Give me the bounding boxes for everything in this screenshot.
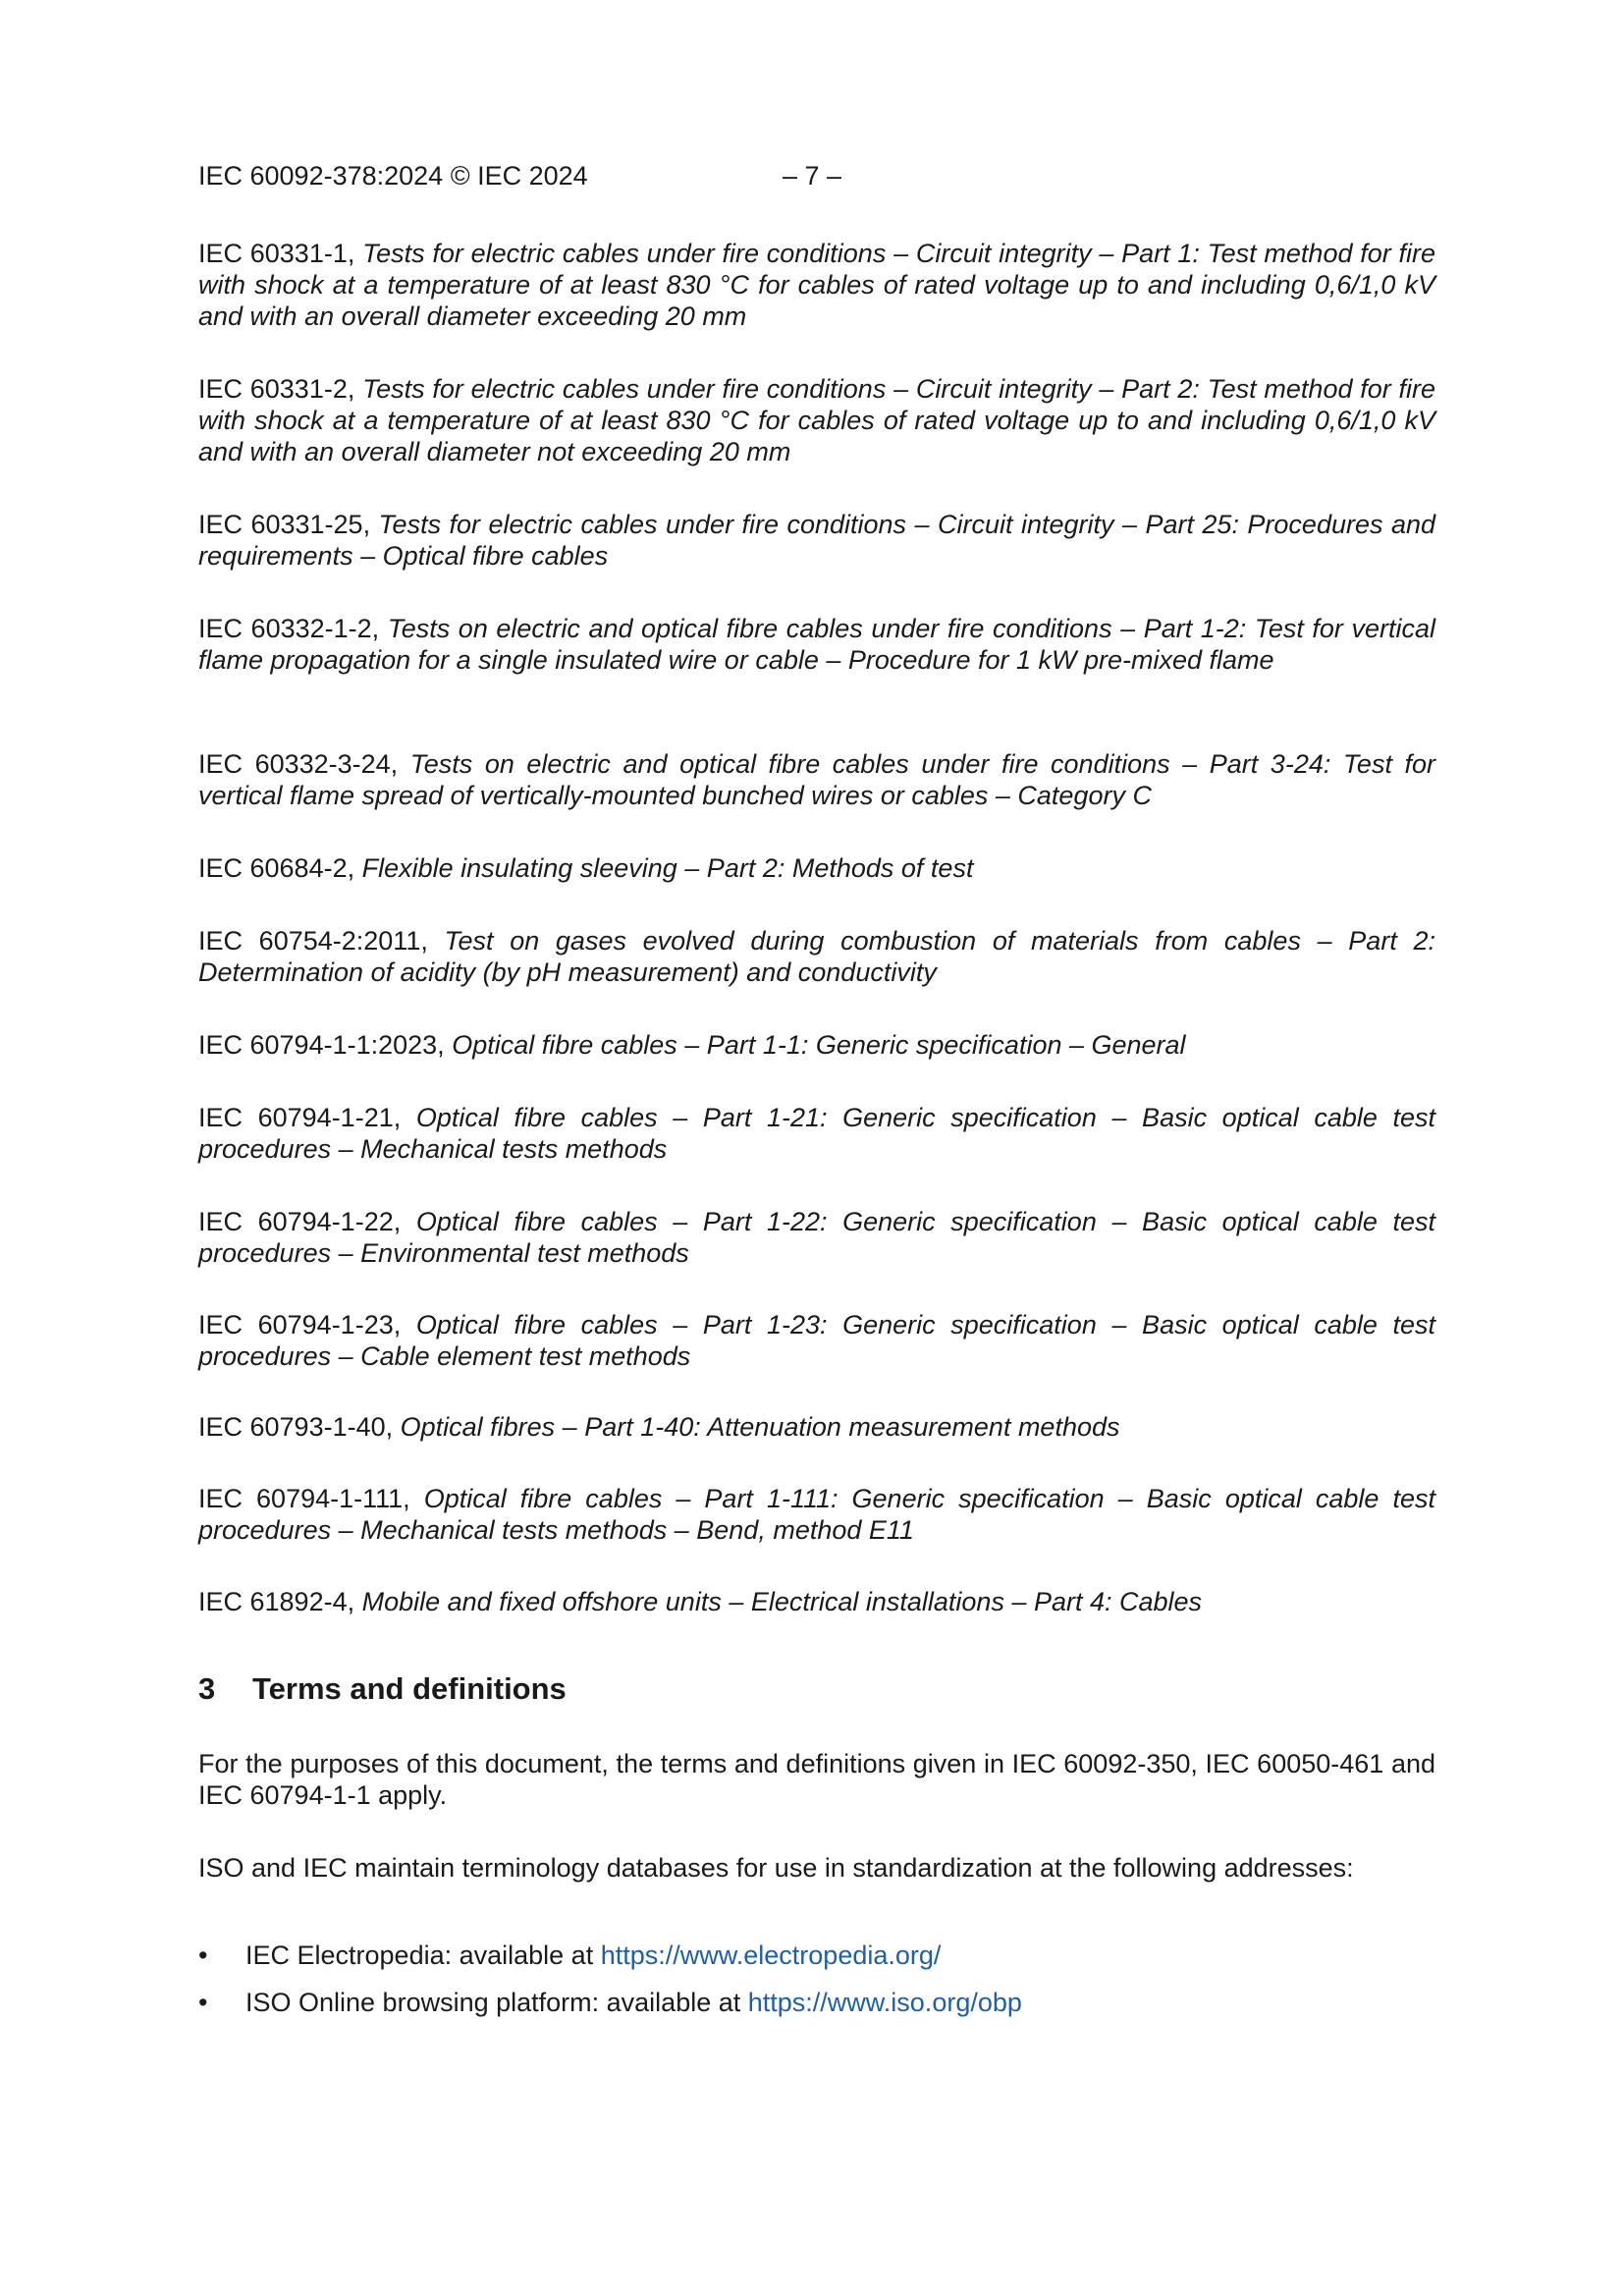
reference-id: IEC 60331-1, — [198, 239, 363, 268]
reference-title: Optical fibre cables – Part 1-21: Generic specification – Basic optical cable test procedures – Mechanical tests methods — [198, 1103, 1435, 1164]
reference-title: Optical fibre cables – Part 1-111: Generic specification – Basic optical cable test procedures – Mechanical tests methods – Bend, method E11 — [198, 1484, 1435, 1545]
reference-id: IEC 60332-1-2, — [198, 614, 388, 643]
paragraph: ISO and IEC maintain terminology databases for use in standardization at the following addresses: — [198, 1853, 1354, 1883]
section-heading — [198, 1669, 567, 1709]
reference-id: IEC 60794-1-111, — [198, 1484, 424, 1513]
reference-entry — [198, 238, 1435, 332]
document-identifier: IEC 60092-378:2024 © IEC 2024 — [198, 161, 588, 191]
iso-obp-link[interactable]: https://www.iso.org/obp — [747, 1988, 1022, 2017]
reference-title: Optical fibre cables – Part 1-23: Generic specification – Basic optical cable test procedures – Cable element test methods — [198, 1310, 1435, 1371]
reference-title: Tests on electric and optical fibre cables under fire conditions – Part 3-24: Test for vertical flame spread of vertically-mounted bunched wires or cables – Category C — [198, 749, 1436, 810]
list-item — [198, 1940, 1435, 1971]
page-header — [198, 158, 842, 193]
electropedia-link[interactable]: https://www.electropedia.org/ — [600, 1941, 942, 1970]
list-item-text: ISO Online browsing platform: available at — [245, 1988, 748, 2017]
reference-entry — [198, 852, 1435, 884]
bullet-icon: • — [198, 1941, 208, 1970]
reference-id: IEC 60331-25, — [198, 510, 379, 539]
reference-entry — [198, 373, 1435, 467]
reference-title: Tests for electric cables under fire conditions – Circuit integrity – Part 2: Test method for fire with shock at a temperature of at least 830 °C for cables of rated voltage up to and including 0,6/1,0 kV and with an overall diameter not exceeding 20 mm — [198, 374, 1435, 466]
reference-id: IEC 60684-2, — [198, 853, 362, 883]
section-title: Terms and definitions — [252, 1671, 567, 1706]
reference-title: Mobile and fixed offshore units – Electrical installations – Part 4: Cables — [361, 1587, 1203, 1616]
reference-title: Tests for electric cables under fire conditions – Circuit integrity – Part 25: Procedures and requirements – Optical fibre cables — [198, 510, 1435, 571]
reference-entry — [198, 1411, 1435, 1443]
list-item — [198, 1987, 1435, 2018]
reference-title: Optical fibre cables – Part 1-22: Generic specification – Basic optical cable test procedures – Environmental test methods — [198, 1207, 1435, 1268]
paragraph: For the purposes of this document, the terms and definitions given in IEC 60092-350, IEC 60050-461 and IEC 60794-1-1 apply. — [198, 1749, 1435, 1810]
reference-entry — [198, 1029, 1435, 1061]
reference-id: IEC 60794-1-23, — [198, 1310, 416, 1339]
reference-entry — [198, 509, 1435, 572]
reference-title: Test on gases evolved during combustion of materials from cables – Part 2: Determination of acidity (by pH measurement) and conductivity — [198, 926, 1436, 987]
reference-title: Tests for electric cables under fire conditions – Circuit integrity – Part 1: Test method for fire with shock at a temperature of at least 830 °C for cables of rated voltage up to and including 0,6/1,0 kV and with an overall diameter exceeding 20 mm — [198, 239, 1435, 331]
reference-entry — [198, 1206, 1435, 1269]
reference-id: IEC 60793-1-40, — [198, 1412, 401, 1442]
reference-title: Optical fibre cables – Part 1-1: Generic specification – General — [452, 1030, 1186, 1060]
section-number: 3 — [198, 1671, 216, 1706]
reference-id: IEC 60794-1-22, — [198, 1207, 416, 1236]
reference-entry — [198, 1483, 1435, 1546]
reference-title: Flexible insulating sleeving – Part 2: Methods of test — [361, 853, 974, 883]
reference-id: IEC 60332-3-24, — [198, 749, 410, 779]
reference-id: IEC 60754-2:2011, — [198, 926, 445, 956]
reference-title: Optical fibres – Part 1-40: Attenuation measurement methods — [400, 1412, 1120, 1442]
reference-id: IEC 61892-4, — [198, 1587, 362, 1616]
reference-entry — [198, 1102, 1435, 1165]
reference-title: Tests on electric and optical fibre cables under fire conditions – Part 1-2: Test for vertical flame propagation for a single insulated wire or cable – Procedure for 1 kW pre-mixed flame — [198, 614, 1435, 675]
page-number: – 7 – — [783, 161, 842, 191]
reference-entry — [198, 613, 1435, 676]
reference-id: IEC 60331-2, — [198, 374, 363, 404]
list-item-text: IEC Electropedia: available at — [245, 1941, 601, 1970]
bullet-icon: • — [198, 1988, 208, 2017]
reference-entry — [198, 748, 1435, 811]
reference-id: IEC 60794-1-21, — [198, 1103, 416, 1132]
reference-id: IEC 60794-1-1:2023, — [198, 1030, 453, 1060]
terminology-list — [198, 1940, 1435, 2034]
reference-entry — [198, 925, 1435, 988]
reference-entry — [198, 1586, 1435, 1617]
reference-entry — [198, 1309, 1435, 1372]
